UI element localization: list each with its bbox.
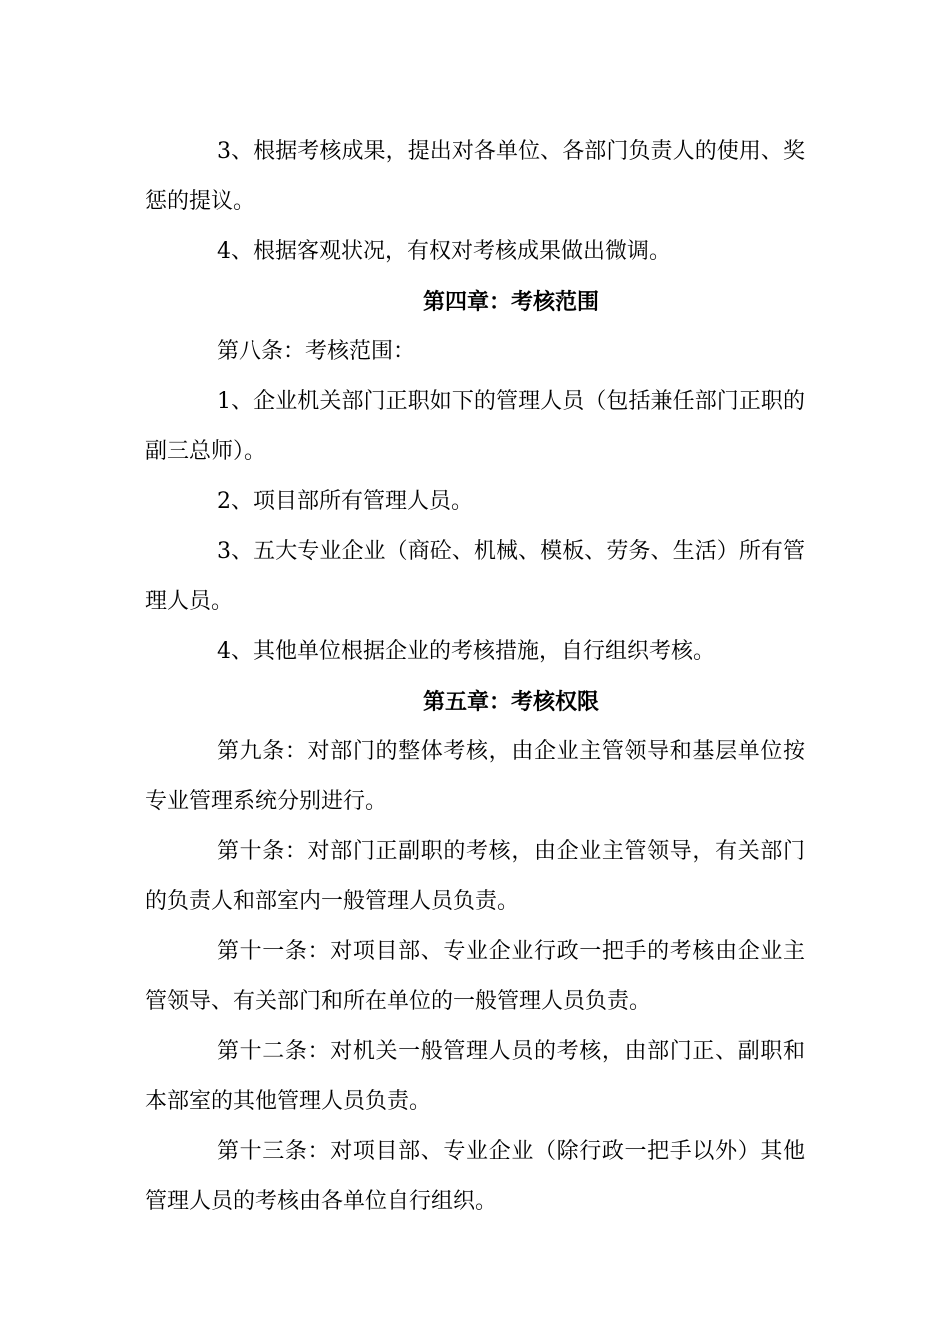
scope-item-4: 4、其他单位根据企业的考核措施，自行组织考核。 xyxy=(217,639,715,664)
article-8-title: 第八条：考核范围： xyxy=(217,339,416,364)
paragraph-item-4-adjustment: 4、根据客观状况，有权对考核成果做出微调。 xyxy=(217,239,671,264)
article-11: 第十一条：对项目部、专业企业行政一把手的考核由企业主管领导、有关部门和所在单位的一般管理人员负责。 xyxy=(145,939,805,1014)
article-9: 第九条：对部门的整体考核，由企业主管领导和基层单位按专业管理系统分别进行。 xyxy=(145,739,805,814)
chapter-5-heading: 第五章：考核权限 xyxy=(422,689,599,715)
document-body xyxy=(145,127,805,1227)
article-10: 第十条：对部门正副职的考核，由企业主管领导，有关部门的负责人和部室内一般管理人员负责。 xyxy=(145,839,805,914)
chapter-4-heading: 第四章：考核范围 xyxy=(422,289,599,315)
scope-item-3: 3、五大专业企业（商砼、机械、模板、劳务、生活）所有管理人员。 xyxy=(145,539,805,614)
scope-item-2: 2、项目部所有管理人员。 xyxy=(217,489,473,514)
article-12: 第十二条：对机关一般管理人员的考核，由部门正、副职和本部室的其他管理人员负责。 xyxy=(145,1039,805,1114)
scope-item-1: 1、企业机关部门正职如下的管理人员（包括兼任部门正职的副三总师）。 xyxy=(145,389,805,464)
article-13: 第十三条：对项目部、专业企业（除行政一把手以外）其他管理人员的考核由各单位自行组织。 xyxy=(145,1139,805,1214)
paragraph-item-3-suggestion: 3、根据考核成果，提出对各单位、各部门负责人的使用、奖惩的提议。 xyxy=(145,139,805,214)
